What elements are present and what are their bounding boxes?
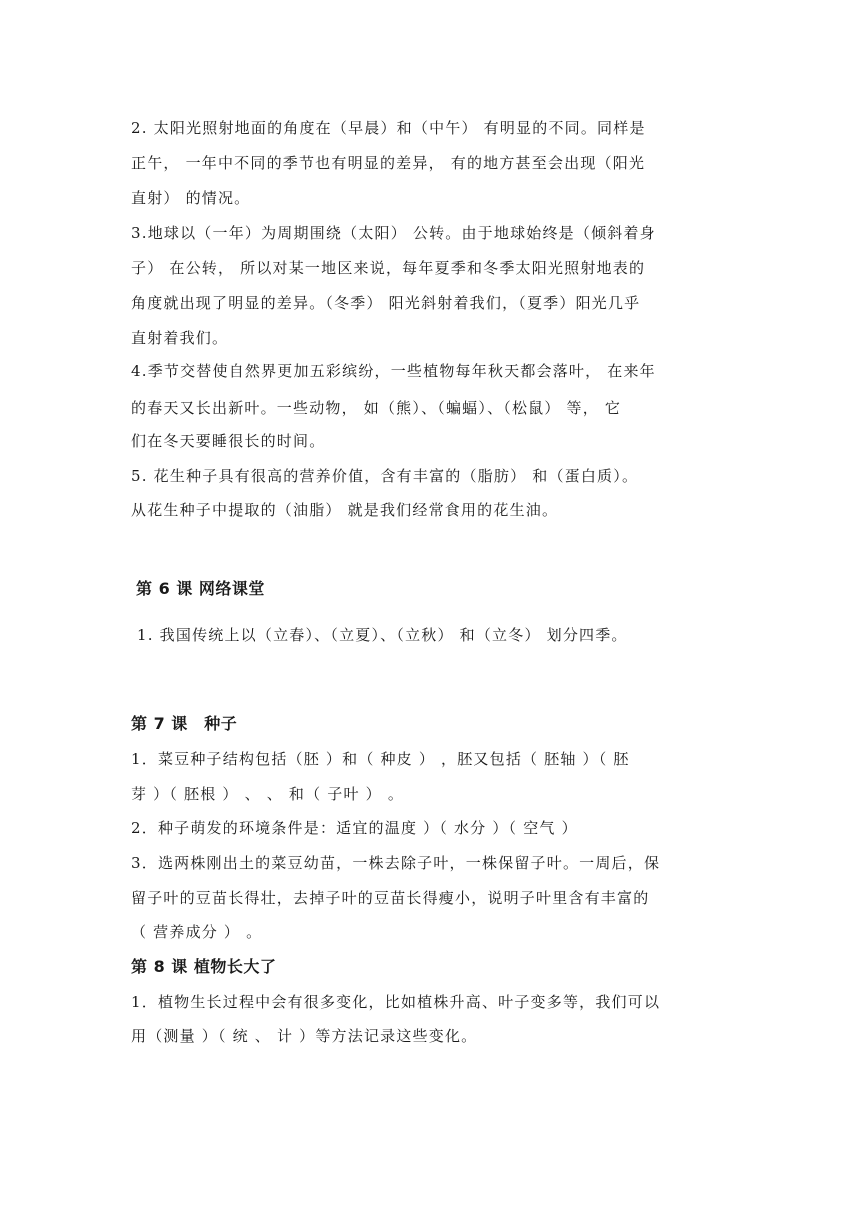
text-line: 们在冬天要睡很长的时间。 — [131, 432, 326, 450]
text-line: （ 营养成分 ） 。 — [131, 923, 263, 941]
text-line: 芽 ）（ 胚根 ） 、 、 和（ 子叶 ） 。 — [131, 785, 405, 803]
text-line: 直射） 的情况。 — [131, 189, 251, 207]
text-line: 4.季节交替使自然界更加五彩缤纷，一些植物每年秋天都会落叶， 在来年 — [131, 362, 656, 380]
text-line: 角度就出现了明显的差异。（冬季） 阳光斜射着我们，（夏季）阳光几乎 — [131, 294, 641, 312]
lesson-7-heading: 第 7 课 种子 — [131, 714, 238, 733]
text-line: 的春天又长出新叶。一些动物， 如（熊）、（蝙蝠）、（松鼠） 等， 它 — [131, 399, 622, 417]
text-line: 2. 太阳光照射地面的角度在（早晨）和（中午） 有明显的不同。同样是 — [131, 119, 646, 137]
text-line: 子） 在公转， 所以对某一地区来说，每年夏季和冬季太阳光照射地表的 — [131, 259, 646, 277]
text-line: 2．种子萌发的环境条件是：适宜的温度 ）（ 水分 ）（ 空气 ） — [131, 819, 578, 837]
text-line: 从花生种子中提取的（油脂） 就是我们经常食用的花生油。 — [131, 501, 559, 519]
text-line: 留子叶的豆苗长得壮，去掉子叶的豆苗长得瘦小，说明子叶里含有丰富的 — [131, 889, 650, 907]
text-line: 3.地球以（一年）为周期围绕（太阳） 公转。由于地球始终是（倾斜着身 — [131, 224, 656, 242]
text-line: 3．选两株刚出土的菜豆幼苗，一株去除子叶，一株保留子叶。一周后，保 — [131, 854, 661, 872]
text-line: 1. 我国传统上以（立春）、（立夏）、（立秋） 和（立冬） 划分四季。 — [137, 626, 628, 644]
text-line: 用（测量 ）（ 统 、 计 ）等方法记录这些变化。 — [131, 1027, 478, 1045]
lesson-8-heading: 第 8 课 植物长大了 — [131, 957, 277, 976]
text-line: 1．植物生长过程中会有很多变化，比如植株升高、叶子变多等，我们可以 — [131, 993, 661, 1011]
lesson-6-heading: 第 6 课 网络课堂 — [136, 579, 265, 598]
text-line: 直射着我们。 — [131, 329, 229, 347]
text-line: 5. 花生种子具有很高的营养价值，含有丰富的（脂肪） 和（蛋白质）。 — [131, 467, 639, 485]
text-line: 1．菜豆种子结构包括（胚 ）和（ 种皮 ） ，胚又包括（ 胚轴 ）（ 胚 — [131, 750, 630, 768]
text-line: 正午， 一年中不同的季节也有明显的差异， 有的地方甚至会出现（阳光 — [131, 154, 646, 172]
